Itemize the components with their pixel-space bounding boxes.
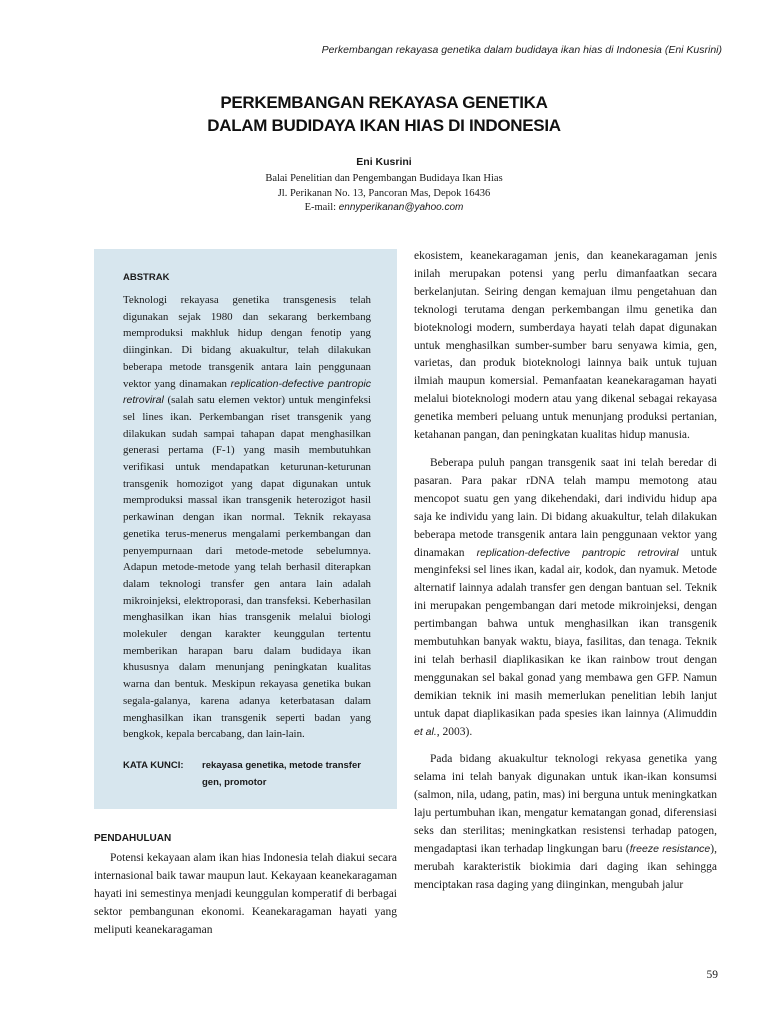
right-paragraph-3 [414,751,717,894]
introduction-text [94,850,397,940]
abstract-text [123,292,371,743]
right-p2-part-a: Beberapa puluh pangan transgenik saat ini telah beredar di pasaran. Para pakar rDNA telah mampu memotong atau mencopot suatu gen yang dikehendaki, dari individu hidup apa saja ke individu yang lain. Di bidang akuakultur, telah dilakukan beberapa metode transgenik antara lain penggunaan vektor yang dinamakan [414,456,717,559]
abstract-text-part-2: (salah satu elemen vektor) untuk menginfeksi sel lines ikan. Perkembangan riset transgenik yang dilakukan sudah sampai tahapan dapat menghasilkan generasi pertama (F-1) yang masih membutuhkan verifikasi untuk mendapatkan keturunan-keturunan transgenik homozigot yang dapat digunakan untuk memproduksi massal ikan transgenik heterozigot hasil perkawinan dengan ikan normal. Teknik rekayasa genetika terus-menerus mengalami perkembangan dan penyempurnaan dari metode-metode sebelumnya. Adapun metode-metode yang telah berhasil diterapkan dalam teknologi transfer gen antara lain adalah mikroinjeksi, elektroporasi, dan transfeksi. Keberhasilan menghasilkan ikan hias transgenik melalui biologi molekuler dengan karakter keunggulan tertentu memberikan harapan baru dalam budidaya ikan khususnya dalam menunjang peningkatan kualitas warna dan bentuk. Meskipun rekayasa genetika bukan segala-galanya, karena adanya keterbatasan dalam menghasilkan ikan transgenik seperti badan yang bengkok, kepala bercabang, dan lain-lain. [123,394,371,741]
abstract-heading: ABSTRAK [123,272,170,283]
citation-etal: et al. [414,725,437,738]
right-p3-part-b: ), merubah karakteristik biokimia dari daging ikan sehingga menciptakan rasa daging yang diinginkan, mengubah jalur [414,843,717,891]
right-column [414,248,717,895]
institution: Balai Penelitian dan Pengembangan Budidaya Ikan Hias [265,173,503,184]
title-line-1: PERKEMBANGAN REKAYASA GENETIKA [220,93,548,112]
title-line-2: DALAM BUDIDAYA IKAN HIAS DI INDONESIA [207,116,561,135]
abstract-text-part-1: Teknologi rekayasa genetika transgenesis telah digunakan sejak 1980 dan sekarang berkembang memproduksi makhluk hidup dengan fenotip yang diinginkan. Di bidang akuakultur, telah dilakukan beberapa metode transgenik antara lain penggunaan vektor yang dinamakan [123,294,371,390]
keywords-label: KATA KUNCI: [123,760,184,771]
section-heading-introduction: PENDAHULUAN [94,833,172,844]
right-p2-part-b: untuk menginfeksi sel lines ikan, kadal air, kodok, dan nyamuk. Metode alternatif lainnya adalah transfer gen dengan bantuan sel. Teknik ini merupakan pengembangan dari metode mikroinjeksi, dengan pertimbangan bahwa untuk menghasilkan ikan transgenik membutuhkan banyak waktu, biaya, fasilitas, dan tenaga. Teknik ini telah berhasil diaplikasikan ke ikan rainbow trout dengan menggunakan sel bakal gonad yang membawa gen GFP. Namun demikian teknik ini masih memerlukan penelitian lebih lanjut untuk dapat diaplikasikan pada spesies ikan lainnya (Alimuddin [414,546,717,720]
running-head: Perkembangan rekayasa genetika dalam budidaya ikan hias di Indonesia (Eni Kusrini) [321,44,722,56]
paper-title [0,91,768,137]
right-paragraph-1: ekosistem, keanekaragaman jenis, dan keanekaragaman jenis inilah merupakan potensi yang perlu dimanfaatkan secara berkelanjutan. Seiring dengan kemajuan ilmu pengetahuan dan teknologi terutama dengan perkembangan ilmu genetika dan bioteknologi modern, sumberdaya hayati telah dapat digunakan untuk menghasilkan sumber-sumber baru senyawa kimia, gen, varietas, dan produk bioteknologi lainnya baik untuk tujuan ilmiah maupun komersial. Pemanfaatan keanekaragaman hayati melalui bioteknologi modern atau yang dikenal sebagai rekayasa genetika memberi peluang untuk menunjang produksi pertanian, ketahanan pangan, dan peningkatan kualitas hidup manusia. [414,250,717,442]
intro-paragraph-1: Potensi kekayaan alam ikan hias Indonesia telah diakui secara internasional baik tawar maupun laut. Kekayaan keanekaragaman hayati ini semestinya menjadi keunggulan komperatif di berbagai sektor pembangunan ekonomi. Keanekaragaman hayati yang meliputi keanekaragaman [94,852,397,936]
right-p3-part-a: Pada bidang akuakultur teknologi rekyasa genetika yang selama ini telah banyak digunakan untuk ikan-ikan konsumsi (salmon, nila, udang, patin, mas) ini berguna untuk meningkatkan laju pertumbuhan ikan, mengatur kematangan gonad, diferensiasi seks dan sterilitas; meningkatkan resistensi terhadap patogen, mengadaptasi ikan terhadap lingkungan baru ( [414,753,717,855]
right-p2-part-c: , 2003). [436,725,473,738]
author-affiliation [0,172,768,216]
abstract-italic-term: replication-defective pantropic retroviral [123,377,371,407]
email-address: ennyperikanan@yahoo.com [338,202,464,213]
right-paragraph-2 [414,455,717,742]
right-p2-italic-term: replication-defective pantropic retroviral [476,546,679,559]
author-name: Eni Kusrini [356,156,412,168]
email-label: E-mail: [304,202,339,213]
right-p3-italic-term: freeze resistance [629,843,711,855]
email-line [0,201,768,216]
keywords-value: rekayasa genetika, metode transfer gen, promotor [202,760,361,788]
page-number: 59 [706,969,718,981]
address: Jl. Perikanan No. 13, Pancoran Mas, Depok 16436 [277,187,491,199]
